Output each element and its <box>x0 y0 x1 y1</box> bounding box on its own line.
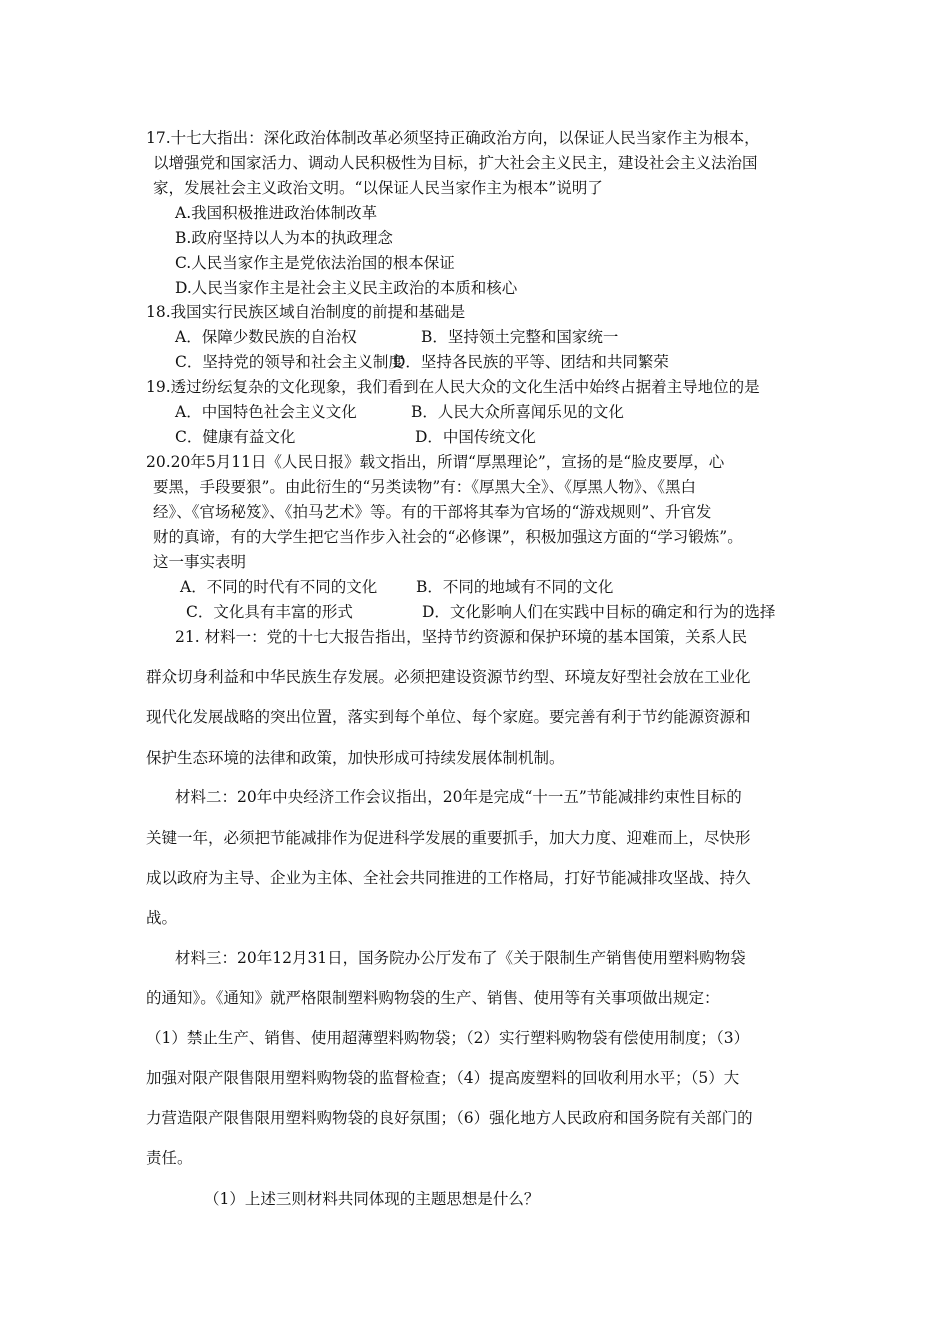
q21-material-2-line-1: 材料二：20年中央经济工作会议指出，20年是完成“十一五”节能减排约束性目标的 <box>175 788 742 806</box>
q17-stem-line-1: 17.十七大指出：深化政治体制改革必须坚持正确政治方向，以保证人民当家作主为根本， <box>146 129 760 147</box>
q17-option-b: B.政府坚持以人为本的执政理念 <box>175 229 393 247</box>
q17-option-a: A.我国积极推进政治体制改革 <box>175 204 378 222</box>
q21-material-3-line-1: 材料三：20年12月31日，国务院办公厅发布了《关于限制生产销售使用塑料购物袋 <box>175 949 746 967</box>
q19-stem: 19.透过纷纭复杂的文化现象，我们看到在人民大众的文化生活中始终占据着主导地位的是 <box>146 378 760 396</box>
q17-stem-line-3: 家，发展社会主义政治文明。“以保证人民当家作主为根本”说明了 <box>153 179 603 197</box>
q21-material-3-line-5: 力营造限产限售限用塑料购物袋的良好氛围；（6）强化地方人民政府和国务院有关部门的 <box>146 1109 753 1127</box>
q19-option-d: D．中国传统文化 <box>415 428 536 446</box>
q17-option-d: D.人民当家作主是社会主义民主政治的本质和核心 <box>175 279 518 297</box>
q20-stem-line-4: 财的真谛，有的大学生把它当作步入社会的“必修课”，积极加强这方面的“学习锻炼”。 <box>153 528 743 546</box>
q20-stem-line-1: 20.20年5月11日《人民日报》载文指出，所谓“厚黑理论”，宣扬的是“脸皮要厚，心 <box>146 453 725 471</box>
q20-stem-line-3: 经》、《官场秘笈》、《拍马艺术》等。有的干部将其奉为官场的“游戏规则”、升官发 <box>153 503 712 521</box>
q20-stem-line-2: 要黑，手段要狠”。由此衍生的“另类读物”有：《厚黑大全》、《厚黑人物》、《黑白 <box>153 478 697 496</box>
q18-option-a: A．保障少数民族的自治权 <box>175 328 357 346</box>
q17-option-c: C.人民当家作主是党依法治国的根本保证 <box>175 254 455 272</box>
q19-options-row-2 <box>175 427 536 447</box>
q20-options-row-2 <box>186 602 775 622</box>
q20-option-c: C．文化具有丰富的形式 <box>186 603 353 621</box>
q21-material-3-line-4: 加强对限产限售限用塑料购物袋的监督检查；（4）提高废塑料的回收利用水平；（5）大 <box>146 1069 740 1087</box>
q20-option-a: A．不同的时代有不同的文化 <box>180 578 378 596</box>
q21-material-3-line-3: （1）禁止生产、销售、使用超薄塑料购物袋；（2）实行塑料购物袋有偿使用制度；（3） <box>146 1029 750 1047</box>
q20-stem-line-5: 这一事实表明 <box>153 553 247 571</box>
q21-material-1-line-2: 群众切身利益和中华民族生存发展。必须把建设资源节约型、环境友好型社会放在工业化 <box>146 668 751 686</box>
q19-option-c: C．健康有益文化 <box>175 428 296 446</box>
q21-material-3-line-6: 责任。 <box>146 1149 193 1167</box>
q21-material-1-line-4: 保护生态环境的法律和政策，加快形成可持续发展体制机制。 <box>146 749 565 767</box>
q19-options-row-1 <box>175 402 624 422</box>
q18-option-c: C．坚持党的领导和社会主义制度 <box>175 353 404 371</box>
q20-options-row-1 <box>180 577 613 597</box>
q20-option-b: B．不同的地域有不同的文化 <box>416 578 614 596</box>
q21-subquestion-1: （1）上述三则材料共同体现的主题思想是什么？ <box>204 1190 540 1208</box>
q19-option-b: B．人民大众所喜闻乐见的文化 <box>411 403 624 421</box>
q21-material-1-line-3: 现代化发展战略的突出位置，落实到每个单位、每个家庭。要完善有利于节约能源资源和 <box>146 708 751 726</box>
q18-option-b: B．坚持领土完整和国家统一 <box>421 328 619 346</box>
q18-option-d: D．坚持各民族的平等、团结和共同繁荣 <box>393 353 669 371</box>
q20-option-d: D．文化影响人们在实践中目标的确定和行为的选择 <box>422 603 776 621</box>
q19-option-a: A．中国特色社会主义文化 <box>175 403 357 421</box>
q17-stem-line-2: 以增强党和国家活力、调动人民积极性为目标，扩大社会主义民主，建设社会主义法治国 <box>153 154 758 172</box>
q21-material-2-line-4: 战。 <box>146 909 178 927</box>
q21-material-3-line-2: 的通知》。《通知》就严格限制塑料购物袋的生产、销售、使用等有关事项做出规定： <box>146 989 720 1007</box>
q21-material-2-line-3: 成以政府为主导、企业为主体、全社会共同推进的工作格局，打好节能减排攻坚战、持久 <box>146 869 751 887</box>
q18-options-row-1 <box>175 327 618 347</box>
q21-material-2-line-2: 关键一年，必须把节能减排作为促进科学发展的重要抓手，加大力度、迎难而上，尽快形 <box>146 829 751 847</box>
q18-stem: 18.我国实行民族区域自治制度的前提和基础是 <box>146 303 466 321</box>
q21-material-1-line-1: 21. 材料一：党的十七大报告指出，坚持节约资源和保护环境的基本国策，关系人民 <box>175 628 748 646</box>
q18-options-row-2 <box>175 352 669 372</box>
